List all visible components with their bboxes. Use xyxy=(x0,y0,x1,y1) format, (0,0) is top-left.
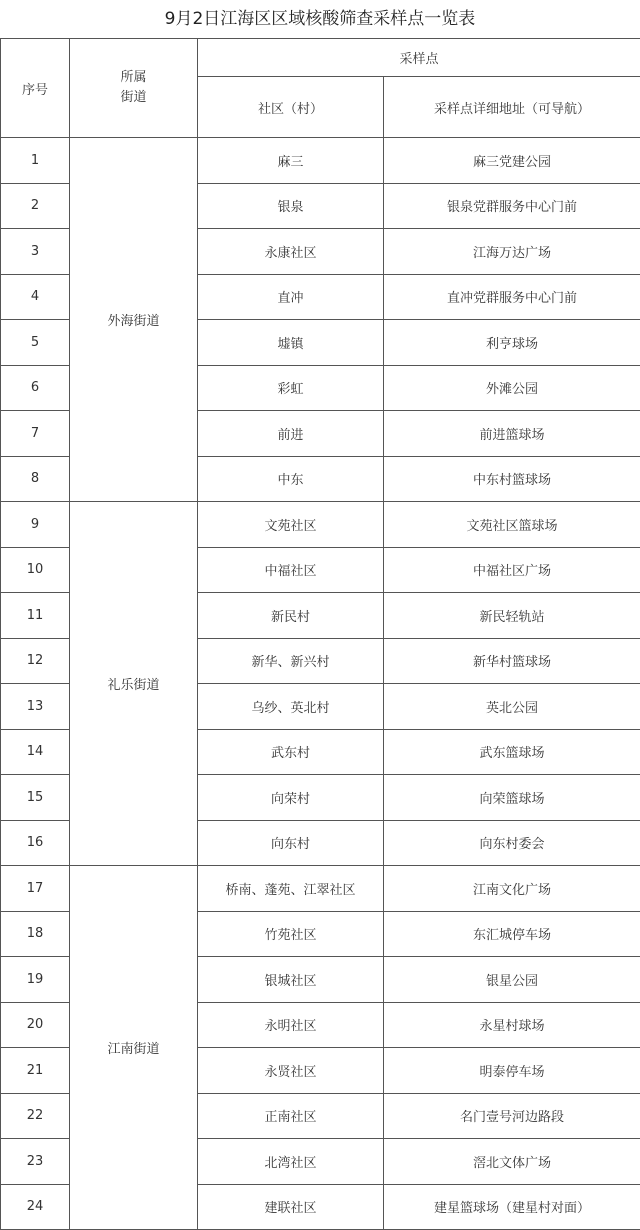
header-street xyxy=(70,39,198,138)
cell-seq: 5 xyxy=(1,320,70,366)
cell-community: 直冲 xyxy=(198,274,384,320)
cell-seq: 2 xyxy=(1,183,70,229)
cell-community: 中东 xyxy=(198,456,384,502)
cell-address: 东汇城停车场 xyxy=(384,911,640,957)
cell-seq: 12 xyxy=(1,638,70,684)
cell-seq: 24 xyxy=(1,1184,70,1230)
sampling-sites-table xyxy=(0,38,640,1230)
cell-street: 外海街道 xyxy=(70,138,198,502)
cell-address: 江南文化广场 xyxy=(384,866,640,912)
cell-community: 向东村 xyxy=(198,820,384,866)
cell-address: 麻三党建公园 xyxy=(384,138,640,184)
cell-address: 名门壹号河边路段 xyxy=(384,1093,640,1139)
cell-community: 永明社区 xyxy=(198,1002,384,1048)
cell-community: 北湾社区 xyxy=(198,1139,384,1185)
cell-street: 礼乐街道 xyxy=(70,502,198,866)
header-community: 社区（村） xyxy=(198,77,384,138)
cell-community: 乌纱、英北村 xyxy=(198,684,384,730)
cell-seq: 10 xyxy=(1,547,70,593)
cell-community: 武东村 xyxy=(198,729,384,775)
cell-community: 前进 xyxy=(198,411,384,457)
cell-address: 外滩公园 xyxy=(384,365,640,411)
cell-community: 向荣村 xyxy=(198,775,384,821)
header-address: 采样点详细地址（可导航） xyxy=(384,77,640,138)
cell-seq: 21 xyxy=(1,1048,70,1094)
cell-community: 新民村 xyxy=(198,593,384,639)
cell-address: 文苑社区篮球场 xyxy=(384,502,640,548)
cell-address: 新民轻轨站 xyxy=(384,593,640,639)
cell-community: 中福社区 xyxy=(198,547,384,593)
cell-seq: 4 xyxy=(1,274,70,320)
header-street-line2: 街道 xyxy=(70,88,197,108)
cell-seq: 13 xyxy=(1,684,70,730)
cell-address: 利亨球场 xyxy=(384,320,640,366)
cell-address: 明泰停车场 xyxy=(384,1048,640,1094)
header-row xyxy=(1,39,640,77)
cell-address: 新华村篮球场 xyxy=(384,638,640,684)
cell-community: 墟镇 xyxy=(198,320,384,366)
cell-community: 桥南、蓬苑、江翠社区 xyxy=(198,866,384,912)
cell-seq: 8 xyxy=(1,456,70,502)
cell-community: 新华、新兴村 xyxy=(198,638,384,684)
table-row xyxy=(1,502,640,548)
cell-address: 永星村球场 xyxy=(384,1002,640,1048)
cell-seq: 3 xyxy=(1,229,70,275)
cell-address: 直冲党群服务中心门前 xyxy=(384,274,640,320)
cell-community: 文苑社区 xyxy=(198,502,384,548)
cell-address: 银泉党群服务中心门前 xyxy=(384,183,640,229)
header-street-line1: 所属 xyxy=(70,68,197,88)
cell-address: 银星公园 xyxy=(384,957,640,1003)
cell-address: 向东村委会 xyxy=(384,820,640,866)
cell-seq: 15 xyxy=(1,775,70,821)
table-row xyxy=(1,138,640,184)
table-row xyxy=(1,866,640,912)
cell-seq: 1 xyxy=(1,138,70,184)
cell-seq: 7 xyxy=(1,411,70,457)
cell-community: 正南社区 xyxy=(198,1093,384,1139)
cell-seq: 20 xyxy=(1,1002,70,1048)
cell-community: 麻三 xyxy=(198,138,384,184)
cell-address: 建星篮球场（建星村对面） xyxy=(384,1184,640,1230)
cell-community: 银城社区 xyxy=(198,957,384,1003)
cell-address: 武东篮球场 xyxy=(384,729,640,775)
header-sampling-point: 采样点 xyxy=(198,39,640,77)
cell-seq: 17 xyxy=(1,866,70,912)
cell-seq: 22 xyxy=(1,1093,70,1139)
cell-address: 滘北文体广场 xyxy=(384,1139,640,1185)
cell-seq: 14 xyxy=(1,729,70,775)
cell-address: 中东村篮球场 xyxy=(384,456,640,502)
cell-community: 竹苑社区 xyxy=(198,911,384,957)
cell-seq: 9 xyxy=(1,502,70,548)
cell-seq: 16 xyxy=(1,820,70,866)
cell-community: 彩虹 xyxy=(198,365,384,411)
cell-seq: 23 xyxy=(1,1139,70,1185)
header-seq: 序号 xyxy=(1,39,70,138)
cell-community: 建联社区 xyxy=(198,1184,384,1230)
cell-community: 永康社区 xyxy=(198,229,384,275)
cell-seq: 6 xyxy=(1,365,70,411)
cell-address: 江海万达广场 xyxy=(384,229,640,275)
cell-address: 前进篮球场 xyxy=(384,411,640,457)
page-title: 9月2日江海区区域核酸筛查采样点一览表 xyxy=(0,0,640,38)
cell-seq: 19 xyxy=(1,957,70,1003)
cell-address: 中福社区广场 xyxy=(384,547,640,593)
cell-address: 向荣篮球场 xyxy=(384,775,640,821)
cell-seq: 18 xyxy=(1,911,70,957)
cell-seq: 11 xyxy=(1,593,70,639)
cell-street: 江南街道 xyxy=(70,866,198,1230)
cell-address: 英北公园 xyxy=(384,684,640,730)
cell-community: 银泉 xyxy=(198,183,384,229)
cell-community: 永贤社区 xyxy=(198,1048,384,1094)
